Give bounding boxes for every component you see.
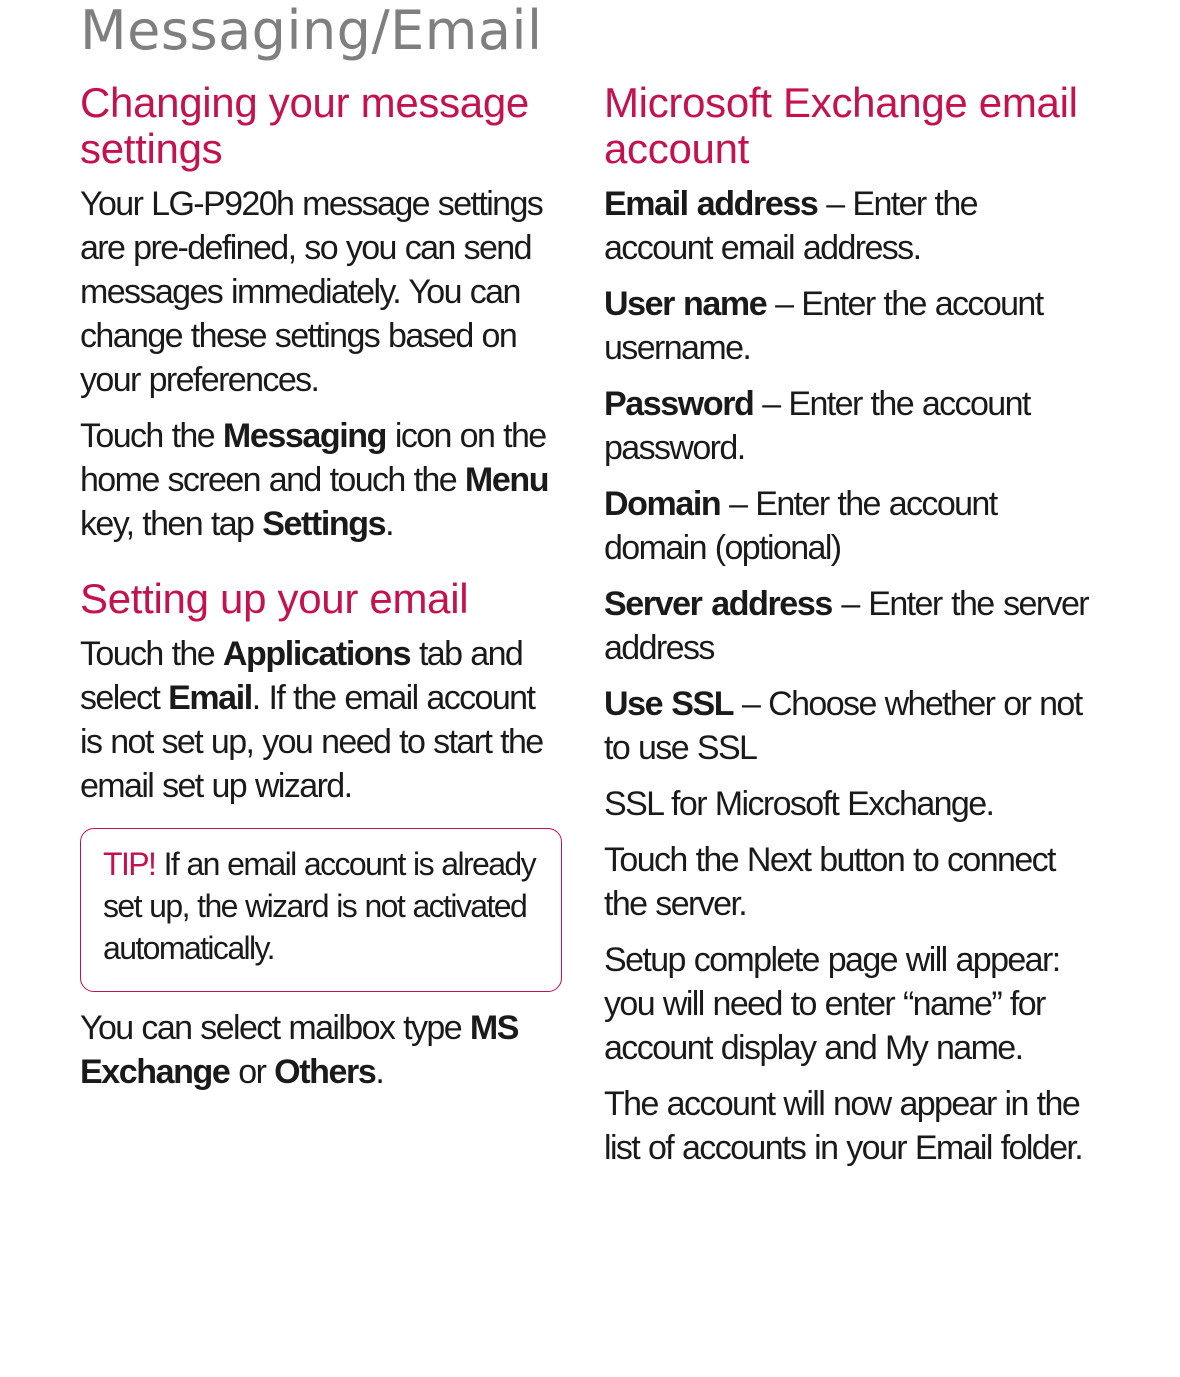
right-column [604, 80, 1088, 1182]
tip-label: TIP! [103, 846, 156, 882]
message-settings-steps: Touch the Messaging icon on the home screen and touch the Menu key, then tap Settings. [80, 417, 549, 543]
left-column [80, 80, 562, 1106]
setup-complete-note: Setup complete page will appear: you will need to enter “name” for account display and My name. [604, 941, 1060, 1067]
others-term: Others [274, 1053, 376, 1091]
menu-term: Menu [464, 461, 549, 499]
field-user-name: User name – Enter the account username. [604, 285, 1043, 367]
message-settings-intro: Your LG-P920h message settings are pre-defined, so you can send messages immediately. You can change these settings based on your preferences. [80, 185, 543, 399]
field-server-address: Server address – Enter the server address [604, 585, 1088, 667]
field-email-address: Email address – Enter the account email address. [604, 185, 977, 267]
account-appears-note: The account will now appear in the list of accounts in your Email folder. [604, 1085, 1083, 1167]
tip-text: TIP! If an email account is already set up, the wizard is not activated automatically. [103, 846, 536, 966]
section-heading-exchange: Microsoft Exchange email account [604, 79, 1078, 172]
page-title: Messaging/Email [80, 0, 543, 62]
mailbox-type-text: You can select mailbox type MS Exchange or Others. [80, 1009, 519, 1091]
section-heading-message-settings: Changing your message settings [80, 79, 529, 172]
email-term: Email [168, 679, 252, 717]
ssl-note: SSL for Microsoft Exchange. [604, 785, 994, 823]
email-setup-steps: Touch the Applications tab and select Email. If the email account is not set up, you need to start the email set up wizard. [80, 635, 543, 805]
tip-box [80, 828, 562, 992]
field-password: Password – Enter the account password. [604, 385, 1030, 467]
applications-term: Applications [222, 635, 411, 673]
field-use-ssl: Use SSL – Choose whether or not to use SSL [604, 685, 1082, 767]
field-domain: Domain – Enter the account domain (optional) [604, 485, 997, 567]
messaging-term: Messaging [222, 417, 387, 455]
section-heading-email-setup: Setting up your email [80, 575, 469, 622]
settings-term: Settings [262, 505, 386, 543]
ms-exchange-term: MS Exchange [80, 1009, 519, 1091]
next-button-note: Touch the Next button to connect the server. [604, 841, 1055, 923]
